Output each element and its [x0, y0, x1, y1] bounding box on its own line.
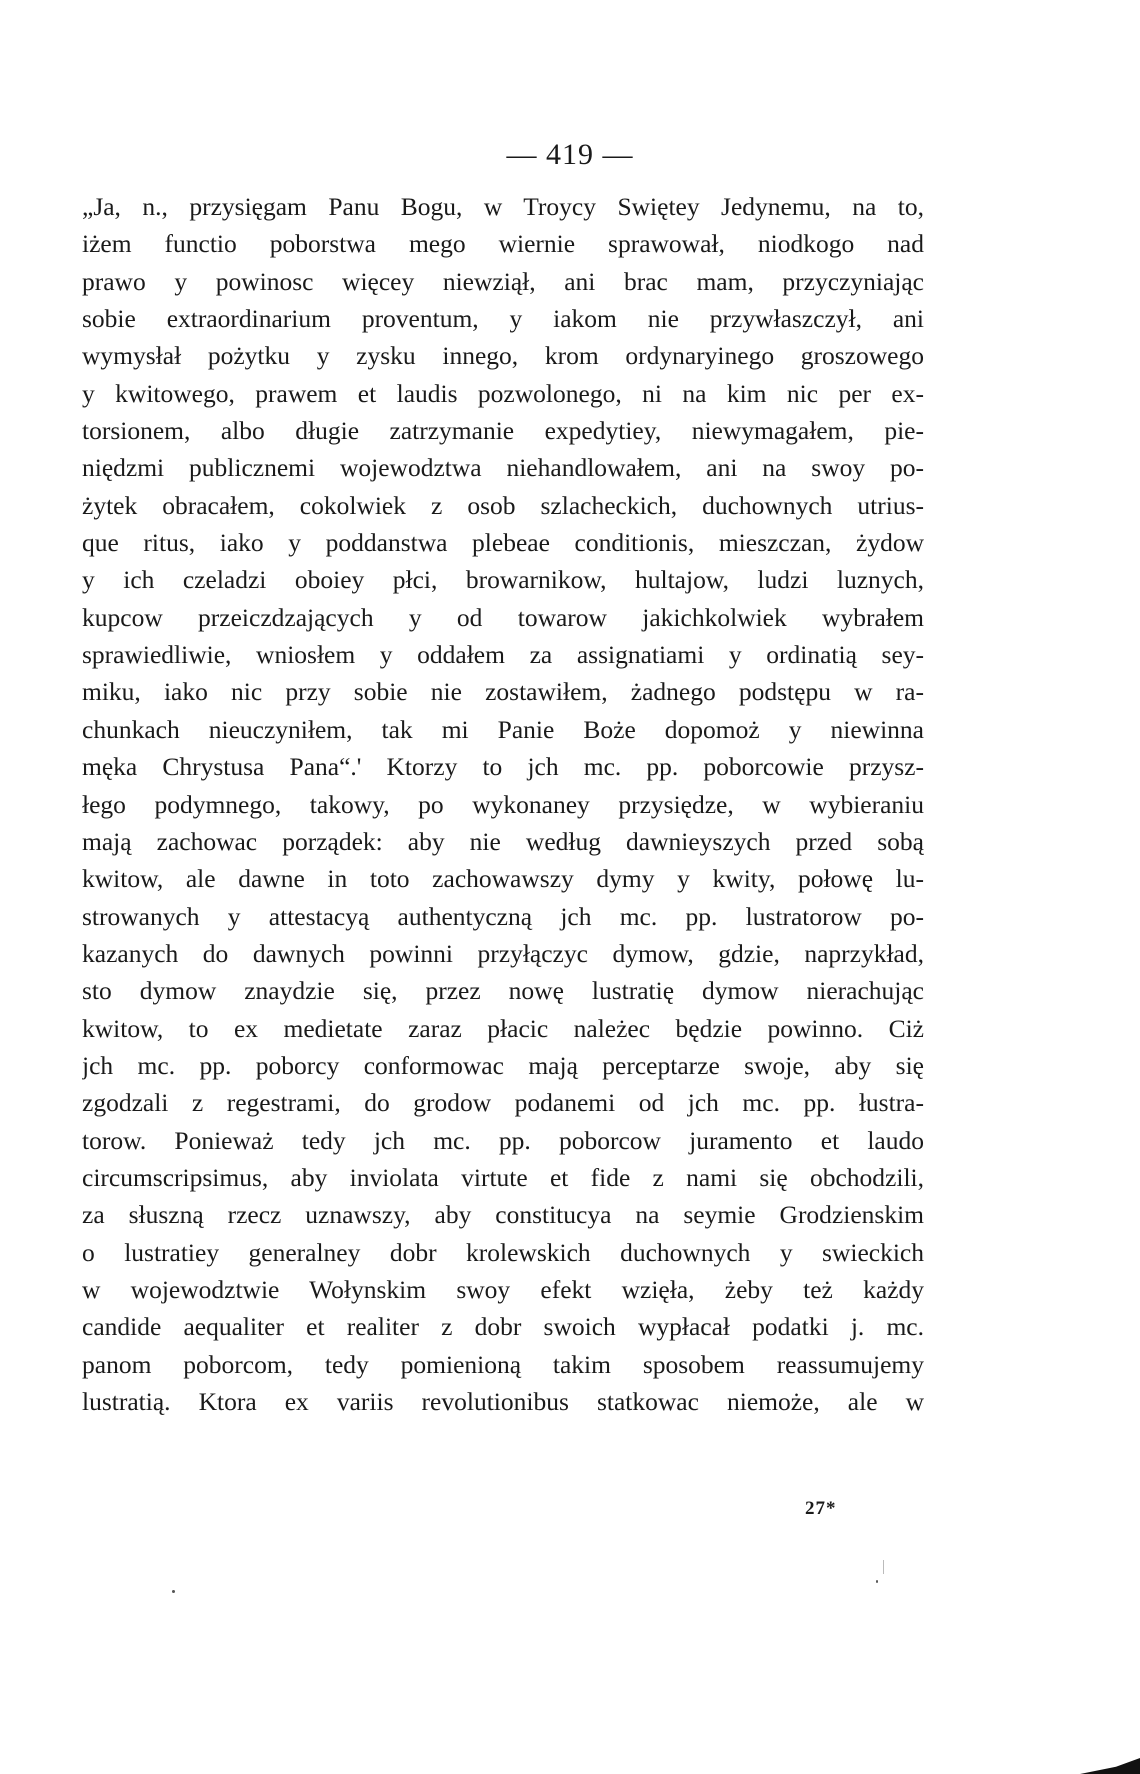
- scan-speck: [172, 1590, 175, 1593]
- text-line: kupcow przeiczdzających y od towarow jakichkolwiek wybrałem: [82, 602, 924, 632]
- text-line: sto dymow znaydzie się, przez nowę lustratię dymow nierachując: [82, 976, 924, 1006]
- text-line: strowanych y attestacyą authentyczną jch mc. pp. lustratorow po-: [82, 901, 924, 931]
- text-line: łego podymnego, takowy, po wykonaney przysiędze, w wybieraniu: [82, 789, 924, 819]
- text-line: wymysłał pożytku y zysku innego, krom ordynaryinego groszowego: [82, 341, 924, 371]
- text-line: żytek obracałem, cokolwiek z osob szlacheckich, duchownych utrius-: [82, 490, 924, 520]
- text-line: za słuszną rzecz uznawszy, aby constitucya na seymie Grodzienskim: [82, 1200, 924, 1230]
- signature-mark: 27*: [805, 1498, 837, 1519]
- text-line: torow. Ponieważ tedy jch mc. pp. poborcow juramento et laudo: [82, 1125, 924, 1155]
- text-line: y ich czeladzi oboiey płci, browarnikow, hultajow, ludzi luznych,: [82, 565, 924, 595]
- text-line: jch mc. pp. poborcy conformowac mają perceptarze swoje, aby się: [82, 1050, 924, 1080]
- text-line: circumscripsimus, aby inviolata virtute et fide z nami się obchodzili,: [82, 1162, 924, 1192]
- scan-corner-mark: [1080, 1758, 1140, 1774]
- text-line: prawo y powinosc więcey niewziął, ani brac mam, przyczyniając: [82, 266, 924, 296]
- text-line: y kwitowego, prawem et laudis pozwolonego, ni na kim nic per ex-: [82, 378, 924, 408]
- text-line: w wojewodztwie Wołynskim swoy efekt wzięła, żeby też każdy: [82, 1274, 924, 1304]
- text-line: kazanych do dawnych powinni przyłączyc dymow, gdzie, naprzykład,: [82, 938, 924, 968]
- text-line: o lustratiey generalney dobr krolewskich duchownych y swieckich: [82, 1237, 924, 1267]
- text-line: niędzmi publicznemi wojewodztwa niehandlowałem, ani na swoy po-: [82, 453, 924, 483]
- text-line: zgodzali z regestrami, do grodow podanemi od jch mc. pp. łustra-: [82, 1088, 924, 1118]
- scan-speck: [883, 1560, 884, 1574]
- text-line: lustratią. Ktora ex variis revolutionibus statkowac niemoże, ale w: [82, 1387, 924, 1416]
- text-line: kwitow, to ex medietate zaraz płacic należec będzie powinno. Ciż: [82, 1013, 924, 1043]
- text-line: „Ja, n., przysięgam Panu Bogu, w Troycy Swiętey Jedynemu, na to,: [82, 192, 924, 221]
- page-number: — 419 —: [506, 138, 634, 171]
- text-line: torsionem, albo długie zatrzymanie expedytiey, niewymagałem, pie-: [82, 416, 924, 446]
- text-line: que ritus, iako y poddanstwa plebeae conditionis, mieszczan, żydow: [82, 528, 924, 558]
- text-body: [82, 188, 924, 1420]
- text-line: panom poborcom, tedy pomienioną takim sposobem reassumujemy: [82, 1349, 924, 1379]
- scan-speck: [876, 1580, 878, 1583]
- text-line: iżem functio poborstwa mego wiernie sprawował, niodkogo nad: [82, 229, 924, 259]
- text-line: sobie extraordinarium proventum, y iakom nie przywłaszczył, ani: [82, 304, 924, 334]
- text-line: męka Chrystusa Pana“.' Ktorzy to jch mc. pp. poborcowie przysz-: [82, 752, 924, 782]
- text-line: mają zachowac porządek: aby nie według dawnieyszych przed sobą: [82, 826, 924, 856]
- text-line: chunkach nieuczyniłem, tak mi Panie Boże dopomoż y niewinna: [82, 714, 924, 744]
- text-line: kwitow, ale dawne in toto zachowawszy dymy y kwity, połowę lu-: [82, 864, 924, 894]
- text-line: sprawiedliwie, wniosłem y oddałem za assignatiami y ordinatią sey-: [82, 640, 924, 670]
- text-line: miku, iako nic przy sobie nie zostawiłem, żadnego podstępu w ra-: [82, 677, 924, 707]
- text-line: candide aequaliter et realiter z dobr swoich wypłacał podatki j. mc.: [82, 1312, 924, 1342]
